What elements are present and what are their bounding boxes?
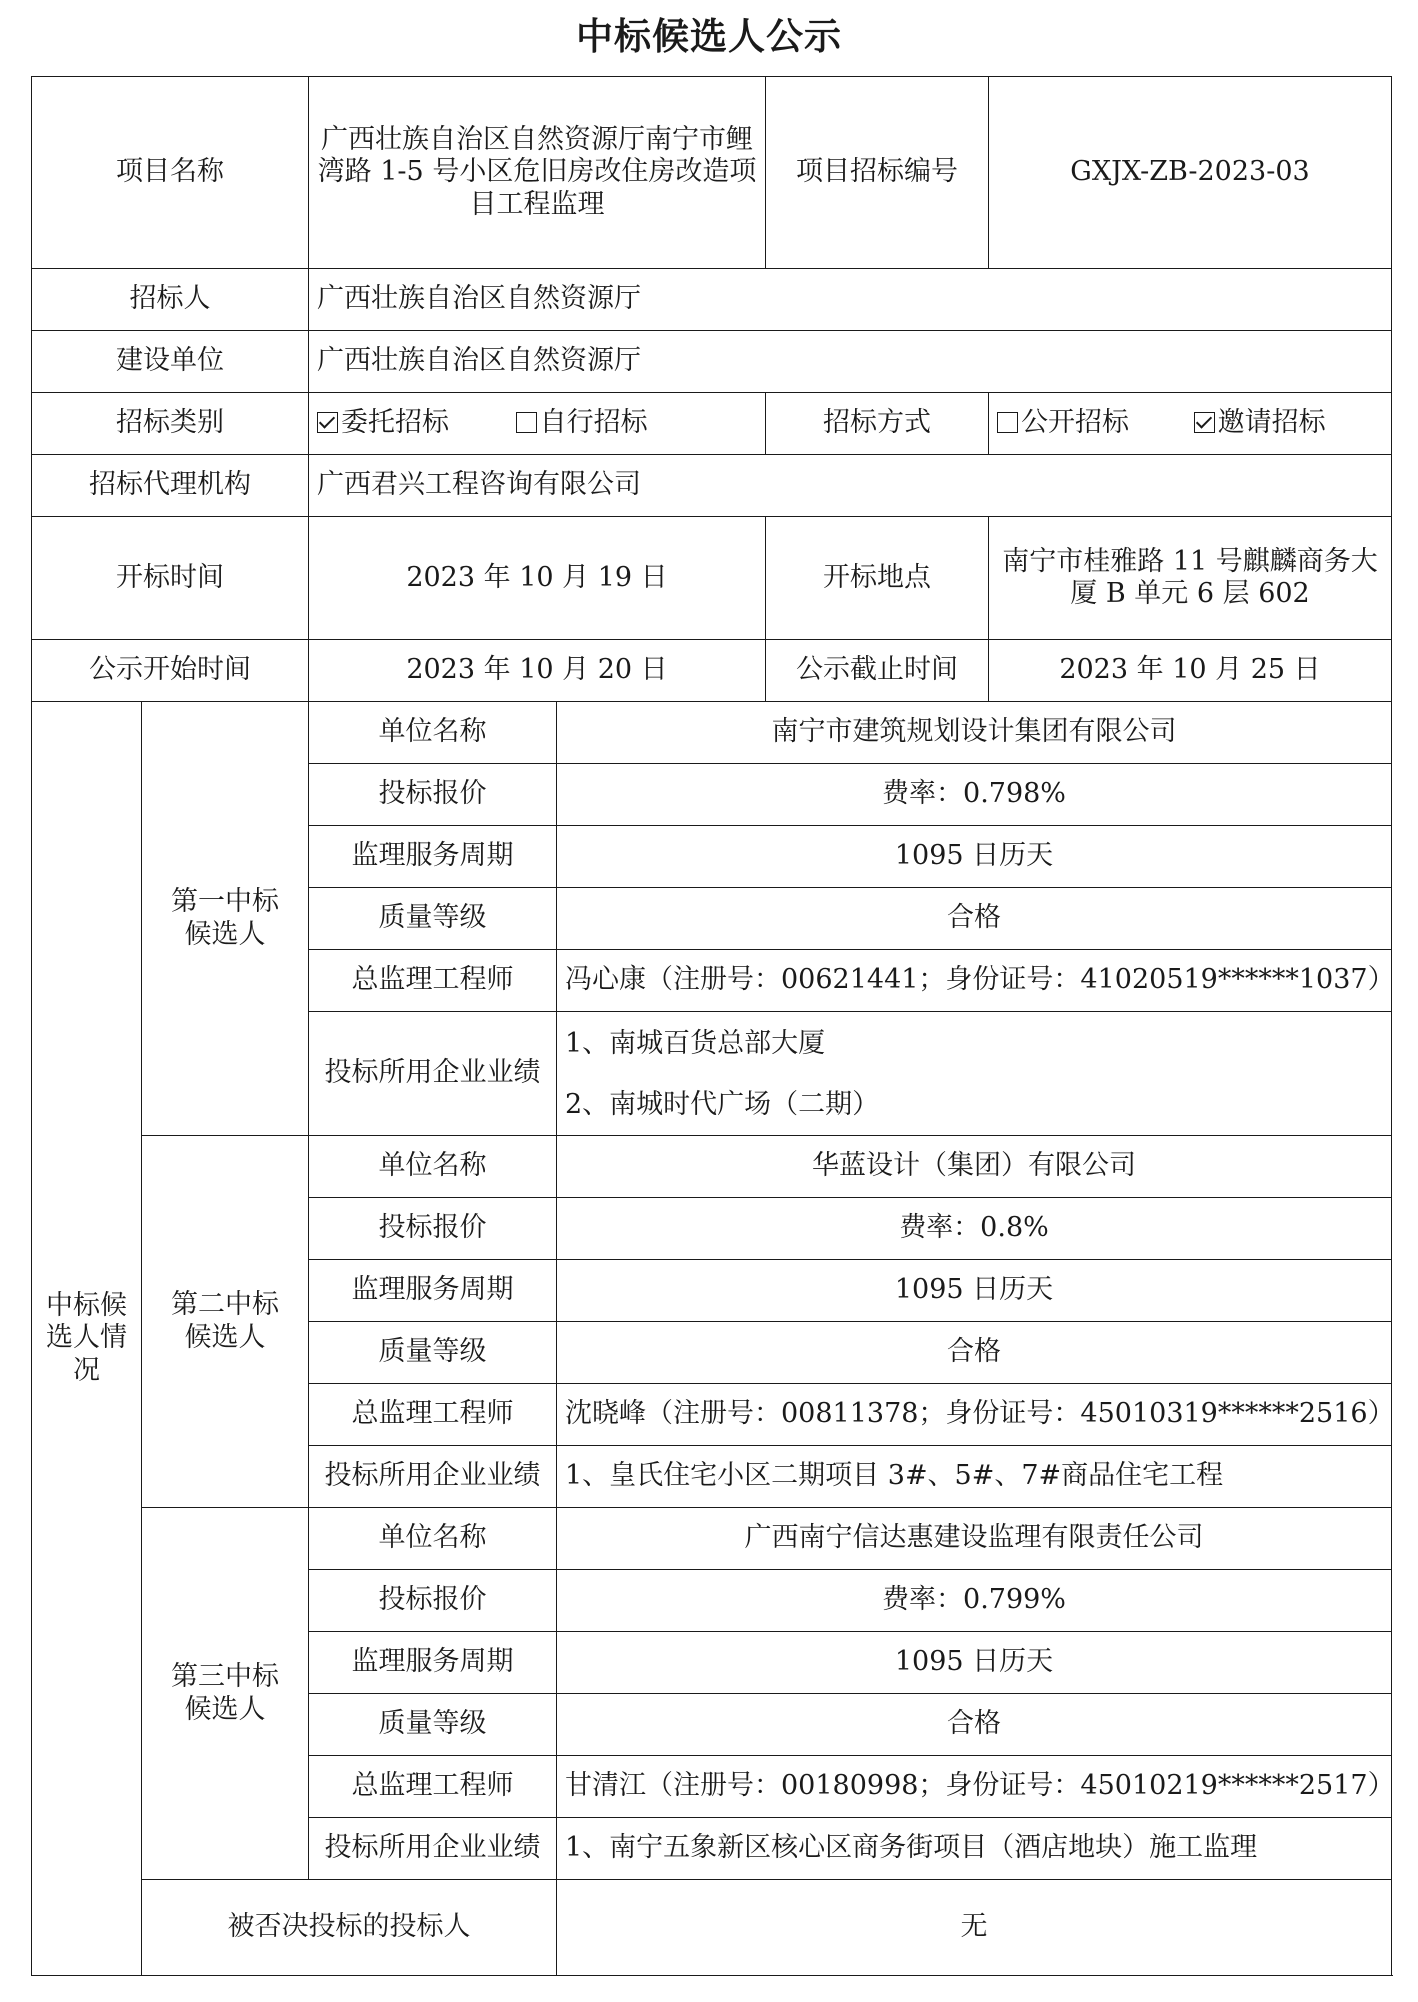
checkbox-checked-icon	[317, 412, 338, 433]
candidate-3-rank: 第三中标候选人	[142, 1508, 309, 1880]
candidate-1-period: 1095 日历天	[557, 826, 1392, 888]
candidate-1-unit: 南宁市建筑规划设计集团有限公司	[557, 702, 1392, 764]
candidate-1-performance	[557, 1012, 1392, 1136]
project-name-value: 广西壮族自治区自然资源厅南宁市鲤湾路 1-5 号小区危旧房改住房改造项目工程监理	[309, 77, 766, 269]
rejected-bidders-label: 被否决投标的投标人	[142, 1880, 557, 1976]
checkbox-empty-icon	[997, 412, 1018, 433]
candidate-2-unit: 华蓝设计（集团）有限公司	[557, 1136, 1392, 1198]
candidate-3-price: 费率：0.799%	[557, 1570, 1392, 1632]
candidate-3-quality: 合格	[557, 1694, 1392, 1756]
engineer-label: 总监理工程师	[309, 1756, 557, 1818]
candidate-2-price: 费率：0.8%	[557, 1198, 1392, 1260]
publicity-start-label: 公示开始时间	[32, 640, 309, 702]
quality-label: 质量等级	[309, 888, 557, 950]
method-label: 招标方式	[766, 393, 989, 455]
publicity-end-value: 2023 年 10 月 25 日	[989, 640, 1392, 702]
performance-item: 2、南城时代广场（二期）	[565, 1088, 880, 1120]
candidate-3-period: 1095 日历天	[557, 1632, 1392, 1694]
performance-item: 1、南城百货总部大厦	[565, 1027, 826, 1059]
agency-value: 广西君兴工程咨询有限公司	[309, 455, 1392, 517]
category-label: 招标类别	[32, 393, 309, 455]
tenderer-value: 广西壮族自治区自然资源厅	[309, 269, 1392, 331]
page-title: 中标候选人公示	[576, 15, 842, 58]
tenderer-label: 招标人	[32, 269, 309, 331]
period-label: 监理服务周期	[309, 1260, 557, 1322]
price-label: 投标报价	[309, 1198, 557, 1260]
candidate-2-performance	[557, 1446, 1392, 1508]
builder-value: 广西壮族自治区自然资源厅	[309, 331, 1392, 393]
category-options	[309, 393, 766, 455]
checkbox-empty-icon	[516, 412, 537, 433]
candidate-1-rank: 第一中标候选人	[142, 702, 309, 1136]
candidate-1-price: 费率：0.798%	[557, 764, 1392, 826]
candidate-2-rank: 第二中标候选人	[142, 1136, 309, 1508]
open-time-value: 2023 年 10 月 19 日	[309, 517, 766, 640]
performance-label: 投标所用企业业绩	[309, 1446, 557, 1508]
performance-item: 1、皇氏住宅小区二期项目 3#、5#、7#商品住宅工程	[565, 1460, 1224, 1492]
candidate-3-unit: 广西南宁信达惠建设监理有限责任公司	[557, 1508, 1392, 1570]
candidate-1-engineer: 冯心康（注册号：00621441；身份证号：41020519******1037）	[557, 950, 1392, 1012]
engineer-label: 总监理工程师	[309, 1384, 557, 1446]
candidate-2-period: 1095 日历天	[557, 1260, 1392, 1322]
unit-label: 单位名称	[309, 1508, 557, 1570]
publicity-start-value: 2023 年 10 月 20 日	[309, 640, 766, 702]
price-label: 投标报价	[309, 1570, 557, 1632]
project-name-label: 项目名称	[32, 77, 309, 269]
option-invited: 邀请招标	[1194, 407, 1326, 439]
option-open: 公开招标	[997, 407, 1129, 439]
agency-label: 招标代理机构	[32, 455, 309, 517]
unit-label: 单位名称	[309, 1136, 557, 1198]
quality-label: 质量等级	[309, 1322, 557, 1384]
period-label: 监理服务周期	[309, 1632, 557, 1694]
announcement-table	[31, 76, 1395, 1976]
project-code-label: 项目招标编号	[766, 77, 989, 269]
candidate-3-engineer: 甘清江（注册号：00180998；身份证号：45010219******2517）	[557, 1756, 1392, 1818]
performance-label: 投标所用企业业绩	[309, 1012, 557, 1136]
period-label: 监理服务周期	[309, 826, 557, 888]
candidate-2-engineer: 沈晓峰（注册号：00811378；身份证号：45010319******2516）	[557, 1384, 1392, 1446]
candidate-1-quality: 合格	[557, 888, 1392, 950]
performance-item: 1、南宁五象新区核心区商务街项目（酒店地块）施工监理	[565, 1832, 1258, 1864]
candidates-section-label: 中标候选人情况	[32, 702, 142, 1976]
builder-label: 建设单位	[32, 331, 309, 393]
project-code-value: GXJX-ZB-2023-03	[989, 77, 1392, 269]
open-time-label: 开标时间	[32, 517, 309, 640]
price-label: 投标报价	[309, 764, 557, 826]
performance-label: 投标所用企业业绩	[309, 1818, 557, 1880]
option-entrusted: 委托招标	[317, 407, 449, 439]
publicity-end-label: 公示截止时间	[766, 640, 989, 702]
unit-label: 单位名称	[309, 702, 557, 764]
engineer-label: 总监理工程师	[309, 950, 557, 1012]
method-options	[989, 393, 1392, 455]
open-place-label: 开标地点	[766, 517, 989, 640]
candidate-2-quality: 合格	[557, 1322, 1392, 1384]
candidate-3-performance	[557, 1818, 1392, 1880]
option-self: 自行招标	[516, 407, 648, 439]
open-place-value: 南宁市桂雅路 11 号麒麟商务大厦 B 单元 6 层 602	[989, 517, 1392, 640]
checkbox-checked-icon	[1194, 412, 1215, 433]
quality-label: 质量等级	[309, 1694, 557, 1756]
rejected-bidders-value: 无	[557, 1880, 1392, 1976]
